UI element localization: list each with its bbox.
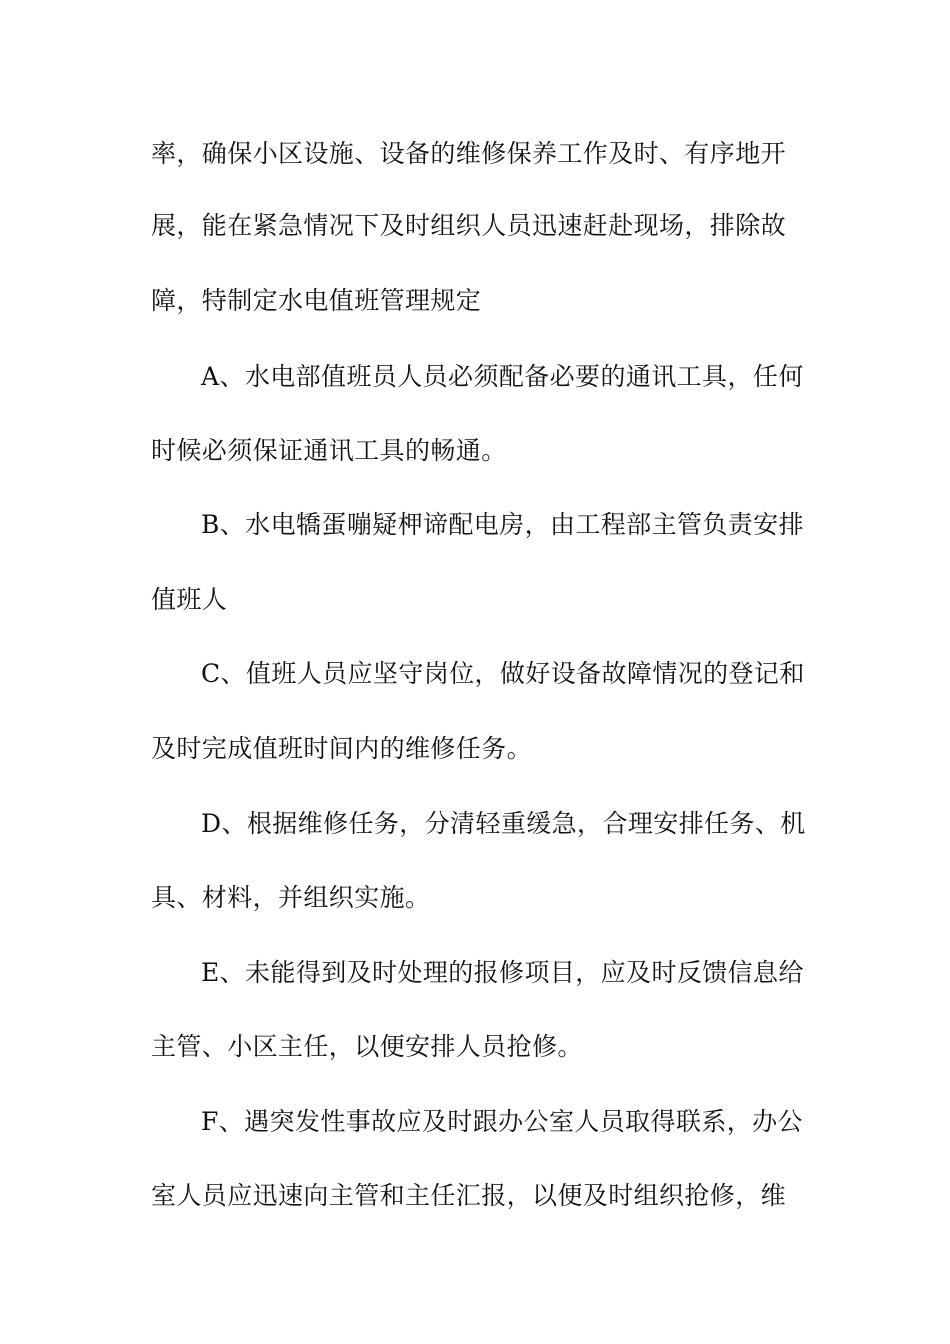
text-line: 具、材料，并组织实施。 (151, 883, 431, 912)
paragraph-a-line: A、水电部值班员人员必须配备必要的通讯工具，任何 (201, 362, 804, 391)
text-line: 主管、小区主任，以便安排人员抢修。 (151, 1032, 583, 1061)
text-line: 室人员应迅速向主管和主任汇报，以便及时组织抢修，维 (151, 1181, 787, 1210)
paragraph-c-line: C、值班人员应坚守岗位，做好设备故障情况的登记和 (201, 659, 805, 688)
text-line: 时候必须保证通讯工具的畅通。 (151, 436, 507, 465)
text-line: 值班人 (151, 585, 228, 614)
text-line: 率，确保小区设施、设备的维修保养工作及时、有序地开 (151, 139, 787, 168)
text-line: 及时完成值班时间内的维修任务。 (151, 734, 533, 763)
paragraph-e-line: E、未能得到及时处理的报修项目，应及时反馈信息给 (201, 958, 804, 987)
text-line: 展，能在紧急情况下及时组织人员迅速赶赴现场，排除故 (151, 211, 787, 240)
paragraph-f-line: F、遇突发性事故应及时跟办公室人员取得联系，办公 (201, 1107, 803, 1136)
paragraph-d-line: D、根据维修任务，分清轻重缓急，合理安排任务、机 (201, 809, 806, 838)
text-line: 障，特制定水电值班管理规定 (151, 286, 482, 315)
paragraph-b-line: B、水电犞蛋嘣疑柙谛配电房，由工程部主管负责安排 (201, 510, 804, 539)
